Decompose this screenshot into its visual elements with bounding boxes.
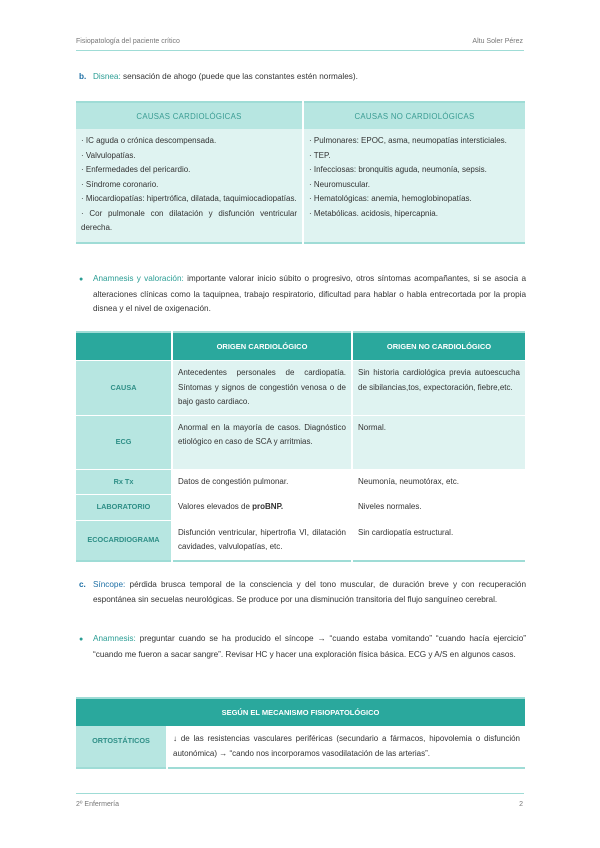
list-item: · Neuromuscular.	[309, 179, 370, 189]
cardiac-cell	[172, 495, 352, 521]
non-cardiac-causes-cell	[303, 129, 525, 243]
column-header: ORIGEN CARDIOLÓGICO	[172, 332, 352, 361]
cardiac-causes-cell	[76, 129, 303, 243]
term-label: Anamnesis:	[93, 634, 136, 643]
sincope-paragraph	[79, 578, 526, 607]
header-divider	[76, 50, 524, 51]
non-cardiac-cell: Normal.	[352, 415, 525, 469]
cardiac-cell: Datos de congestión pulmonar.	[172, 469, 352, 495]
list-letter: b.	[79, 72, 87, 81]
list-item: · Cor pulmonale con dilatación y disfunción ventricular derecha.	[81, 208, 297, 232]
running-header-title: Fisiopatología del paciente crítico	[76, 38, 180, 45]
column-header: CAUSAS NO CARDIOLÓGICAS	[303, 102, 525, 129]
table-row	[76, 726, 525, 768]
row-header: LABORATORIO	[76, 495, 172, 521]
emphasis-text: proBNP.	[252, 502, 284, 511]
table-row	[76, 361, 525, 416]
cardiac-cell: Antecedentes personales de cardiopatía. Síntomas y signos de congestión venosa o de bajo gasto cardiaco.	[172, 361, 352, 416]
non-cardiac-cell: Sin cardiopatía estructural.	[352, 520, 525, 561]
column-header: ORIGEN NO CARDIOLÓGICO	[352, 332, 525, 361]
mechanism-table	[76, 697, 525, 769]
footer-divider	[76, 793, 524, 794]
column-header: CAUSAS CARDIOLÓGICAS	[76, 102, 303, 129]
term-definition: importante valorar inicio súbito o progresivo, otros síntomas acompañantes, si se asocia a alteraciones clínicas como la taquipnea, trabajo respiratorio, dificultad para hablar o habla entrecortada por la propia disnea y el nivel de oxigenación.	[93, 274, 526, 313]
non-cardiac-cell: Niveles normales.	[352, 495, 525, 521]
list-item: · Metabólicas. acidosis, hipercapnia.	[309, 208, 438, 218]
page-number: 2	[519, 801, 523, 808]
non-cardiac-cell: Neumonía, neumotórax, etc.	[352, 469, 525, 495]
table-row	[76, 415, 525, 469]
row-header: ECG	[76, 415, 172, 469]
disnea-paragraph	[79, 70, 526, 85]
term-definition: pérdida brusca temporal de la consciencia y del tono muscular, de duración breve y con recuperación espontánea sin secuelas neurológicas. Se produce por una disminución transitoria del flujo sanguíneo cerebral.	[93, 580, 526, 604]
mechanism-cell: ↓ de las resistencias vasculares periféricas (secundario a fármacos, hipovolemia o disfunción autonómica) → “cando nos incorporamos vasodilatación de las arterias”.	[167, 726, 525, 768]
running-header-author: Altu Soler Pérez	[472, 38, 523, 45]
bullet-icon: ●	[79, 636, 84, 643]
list-letter: c.	[79, 580, 86, 589]
term-label: Anamnesis y valoración:	[93, 274, 184, 283]
non-cardiac-cell: Sin historia cardiológica previa autoescucha de sibilancias,tos, expectoración, fiebre,etc.	[352, 361, 525, 416]
list-item: · Pulmonares: EPOC, asma, neumopatías intersticiales.	[309, 136, 507, 145]
list-item: · Infecciosas: bronquitis aguda, neumonía, sepsis.	[309, 165, 487, 174]
list-item: · Síndrome coronario.	[81, 179, 159, 189]
footer-course: 2º Enfermería	[76, 801, 120, 808]
list-item: · IC aguda o crónica descompensada.	[81, 136, 217, 145]
table-row	[76, 469, 525, 495]
corner-header	[76, 332, 172, 361]
list-item: · Valvulopatías.	[81, 150, 136, 160]
table-header: SEGÚN EL MECANISMO FISIOPATOLÓGICO	[76, 698, 525, 726]
anamnesis-sincope-paragraph	[79, 632, 526, 662]
anamnesis-valoracion-paragraph	[79, 272, 526, 317]
cell-text: Valores elevados de	[178, 502, 253, 511]
list-item: · Miocardiopatías: hipertrófica, dilatada, taquimiocadiopatías.	[81, 194, 297, 203]
row-header: CAUSA	[76, 361, 172, 416]
table-row	[76, 495, 525, 521]
cardiac-cell: Disfunción ventricular, hipertrofia VI, dilatación cavidades, valvulopatías, etc.	[172, 520, 352, 561]
term-definition: preguntar cuando se ha producido el síncope → “cuando estaba vomitando” “cuando hacía ejercicio” “cuando me fueron a sacar sangre”. Revisar HC y hacer una exploración física básica. ECG y A/S en algunos casos.	[93, 634, 526, 659]
list-item: · TEP.	[309, 150, 331, 160]
origin-comparison-table	[76, 331, 525, 562]
table-row	[76, 520, 525, 561]
row-header: ORTOSTÁTICOS	[76, 726, 167, 768]
list-item: · Enfermedades del pericardio.	[81, 165, 191, 174]
list-item: · Hematológicas: anemia, hemoglobinopatías.	[309, 194, 472, 203]
cardiac-cell: Anormal en la mayoría de casos. Diagnóstico etiológico en caso de SCA y arritmias.	[172, 415, 352, 469]
term-label: Disnea:	[93, 72, 121, 81]
causes-table	[76, 101, 525, 244]
row-header: ECOCARDIOGRAMA	[76, 520, 172, 561]
row-header: Rx Tx	[76, 469, 172, 495]
term-definition: sensación de ahogo (puede que las constantes estén normales).	[120, 72, 358, 81]
bullet-icon: ●	[79, 276, 84, 283]
term-label: Síncope:	[93, 580, 126, 589]
